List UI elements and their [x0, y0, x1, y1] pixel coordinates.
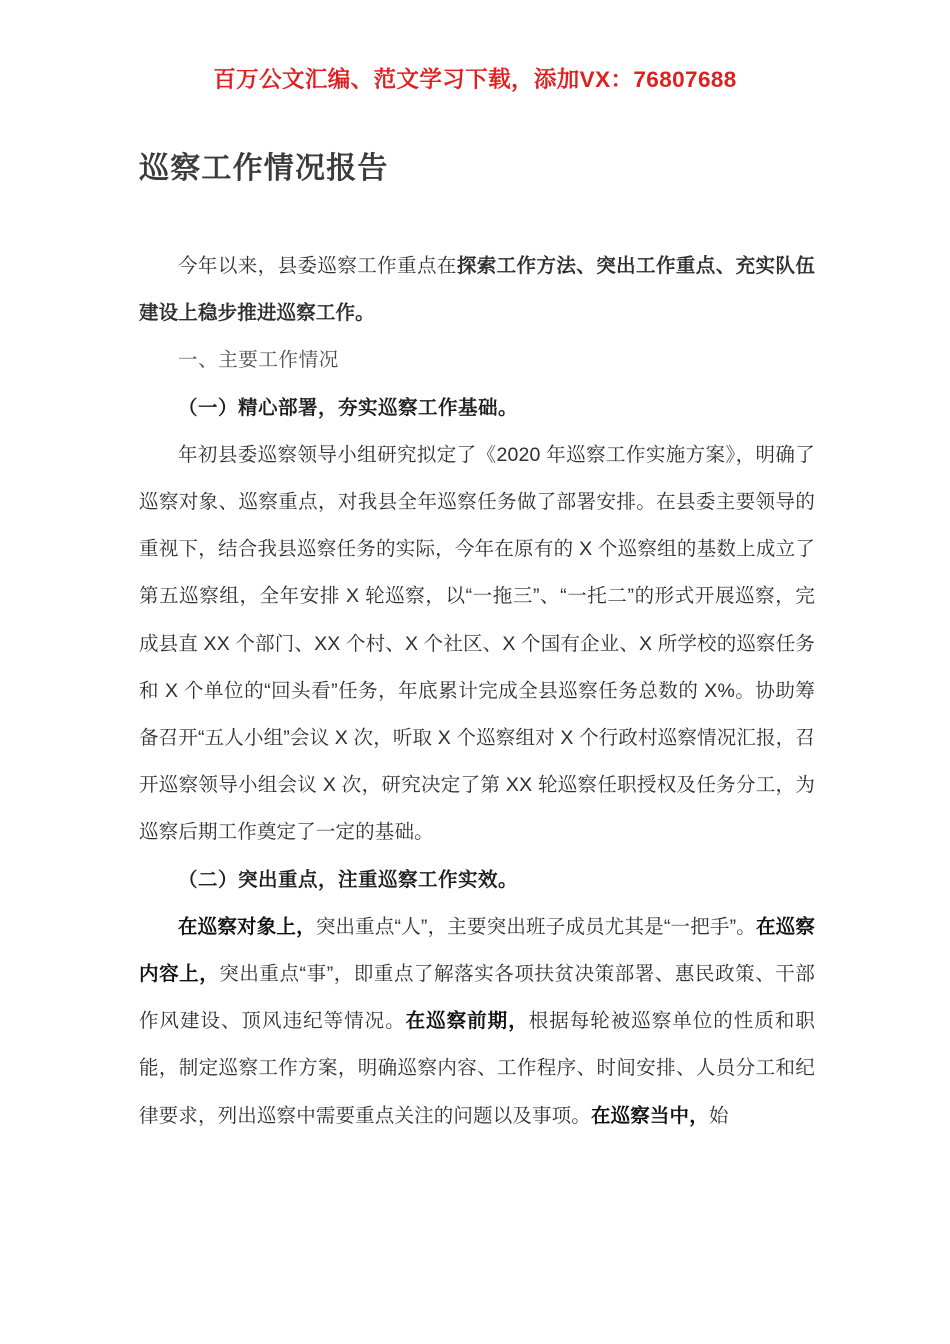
lead-run-light: 今年以来，县委巡察工作重点在 [178, 255, 457, 277]
heading-level2-careful-deployment: （一）精心部署，夯实巡察工作基础。 [178, 396, 519, 419]
lead-run-emphasis: 探索工作方法、突出工作重点、充实队伍建设上稳步推进巡察工作。 [139, 255, 816, 325]
document-title: 巡察工作情况报告 [139, 152, 389, 186]
run-normal-content-scope: 突出重点“事”，即重点了解落实各项扶贫决策部署、惠民政策、干部作风建设、顶风违纪等情况。 [139, 963, 815, 1033]
document-body [139, 243, 815, 1140]
body-paragraph-focus [139, 904, 815, 1140]
run-normal-object-scope: 突出重点“人”，主要突出班子成员尤其是“一把手”。 [315, 915, 756, 938]
run-bold-early-stage: 在巡察前期， [405, 1010, 529, 1033]
run-normal-early-stage: 根据每轮被巡察单位的性质和职能，制定巡察工作方案，明确巡察内容、工作程序、时间安排、人员分工和纪律要求，列出巡察中需要重点关注的问题以及事项。 [139, 1010, 815, 1127]
run-normal-during-inspection: 始 [708, 1104, 729, 1127]
heading-level2-highlight-focus: （二）突出重点，注重巡察工作实效。 [178, 868, 519, 891]
run-bold-object-scope: 在巡察对象上， [178, 915, 316, 938]
lead-paragraph [139, 243, 815, 337]
run-bold-during-inspection: 在巡察当中， [590, 1104, 709, 1127]
promo-banner-text: 百万公文汇编、范文学习下载，添加VX：76807688 [213, 67, 737, 92]
run-bold-content-scope: 在巡察内容上， [139, 915, 815, 986]
heading-level1-main-work: 一、主要工作情况 [178, 349, 339, 372]
body-paragraph-deployment: 年初县委巡察领导小组研究拟定了《2020 年巡察工作实施方案》，明确了巡察对象、巡察重点，对我县全年巡察任务做了部署安排。在县委主要领导的重视下，结合我县巡察任务的实际，今年在原有的 X 个巡察组的基数上成立了第五巡察组，全年安排 X 轮巡察，以“一拖三”、“一托二”的形式开展巡察，完成县直 XX 个部门、XX 个村、X 个社区、X 个国有企业、X 所学校的巡察任务和 X 个单位的“回头看”任务，年底累计完成全县巡察任务总数的 X%。协助筹备召开“五人小组”会议 X 次，听取 X 个巡察组对 X 个行政村巡察情况汇报，召开巡察领导小组会议 X 次，研究决定了第 XX 轮巡察任职授权及任务分工，为巡察后期工作奠定了一定的基础。 [139, 443, 815, 844]
